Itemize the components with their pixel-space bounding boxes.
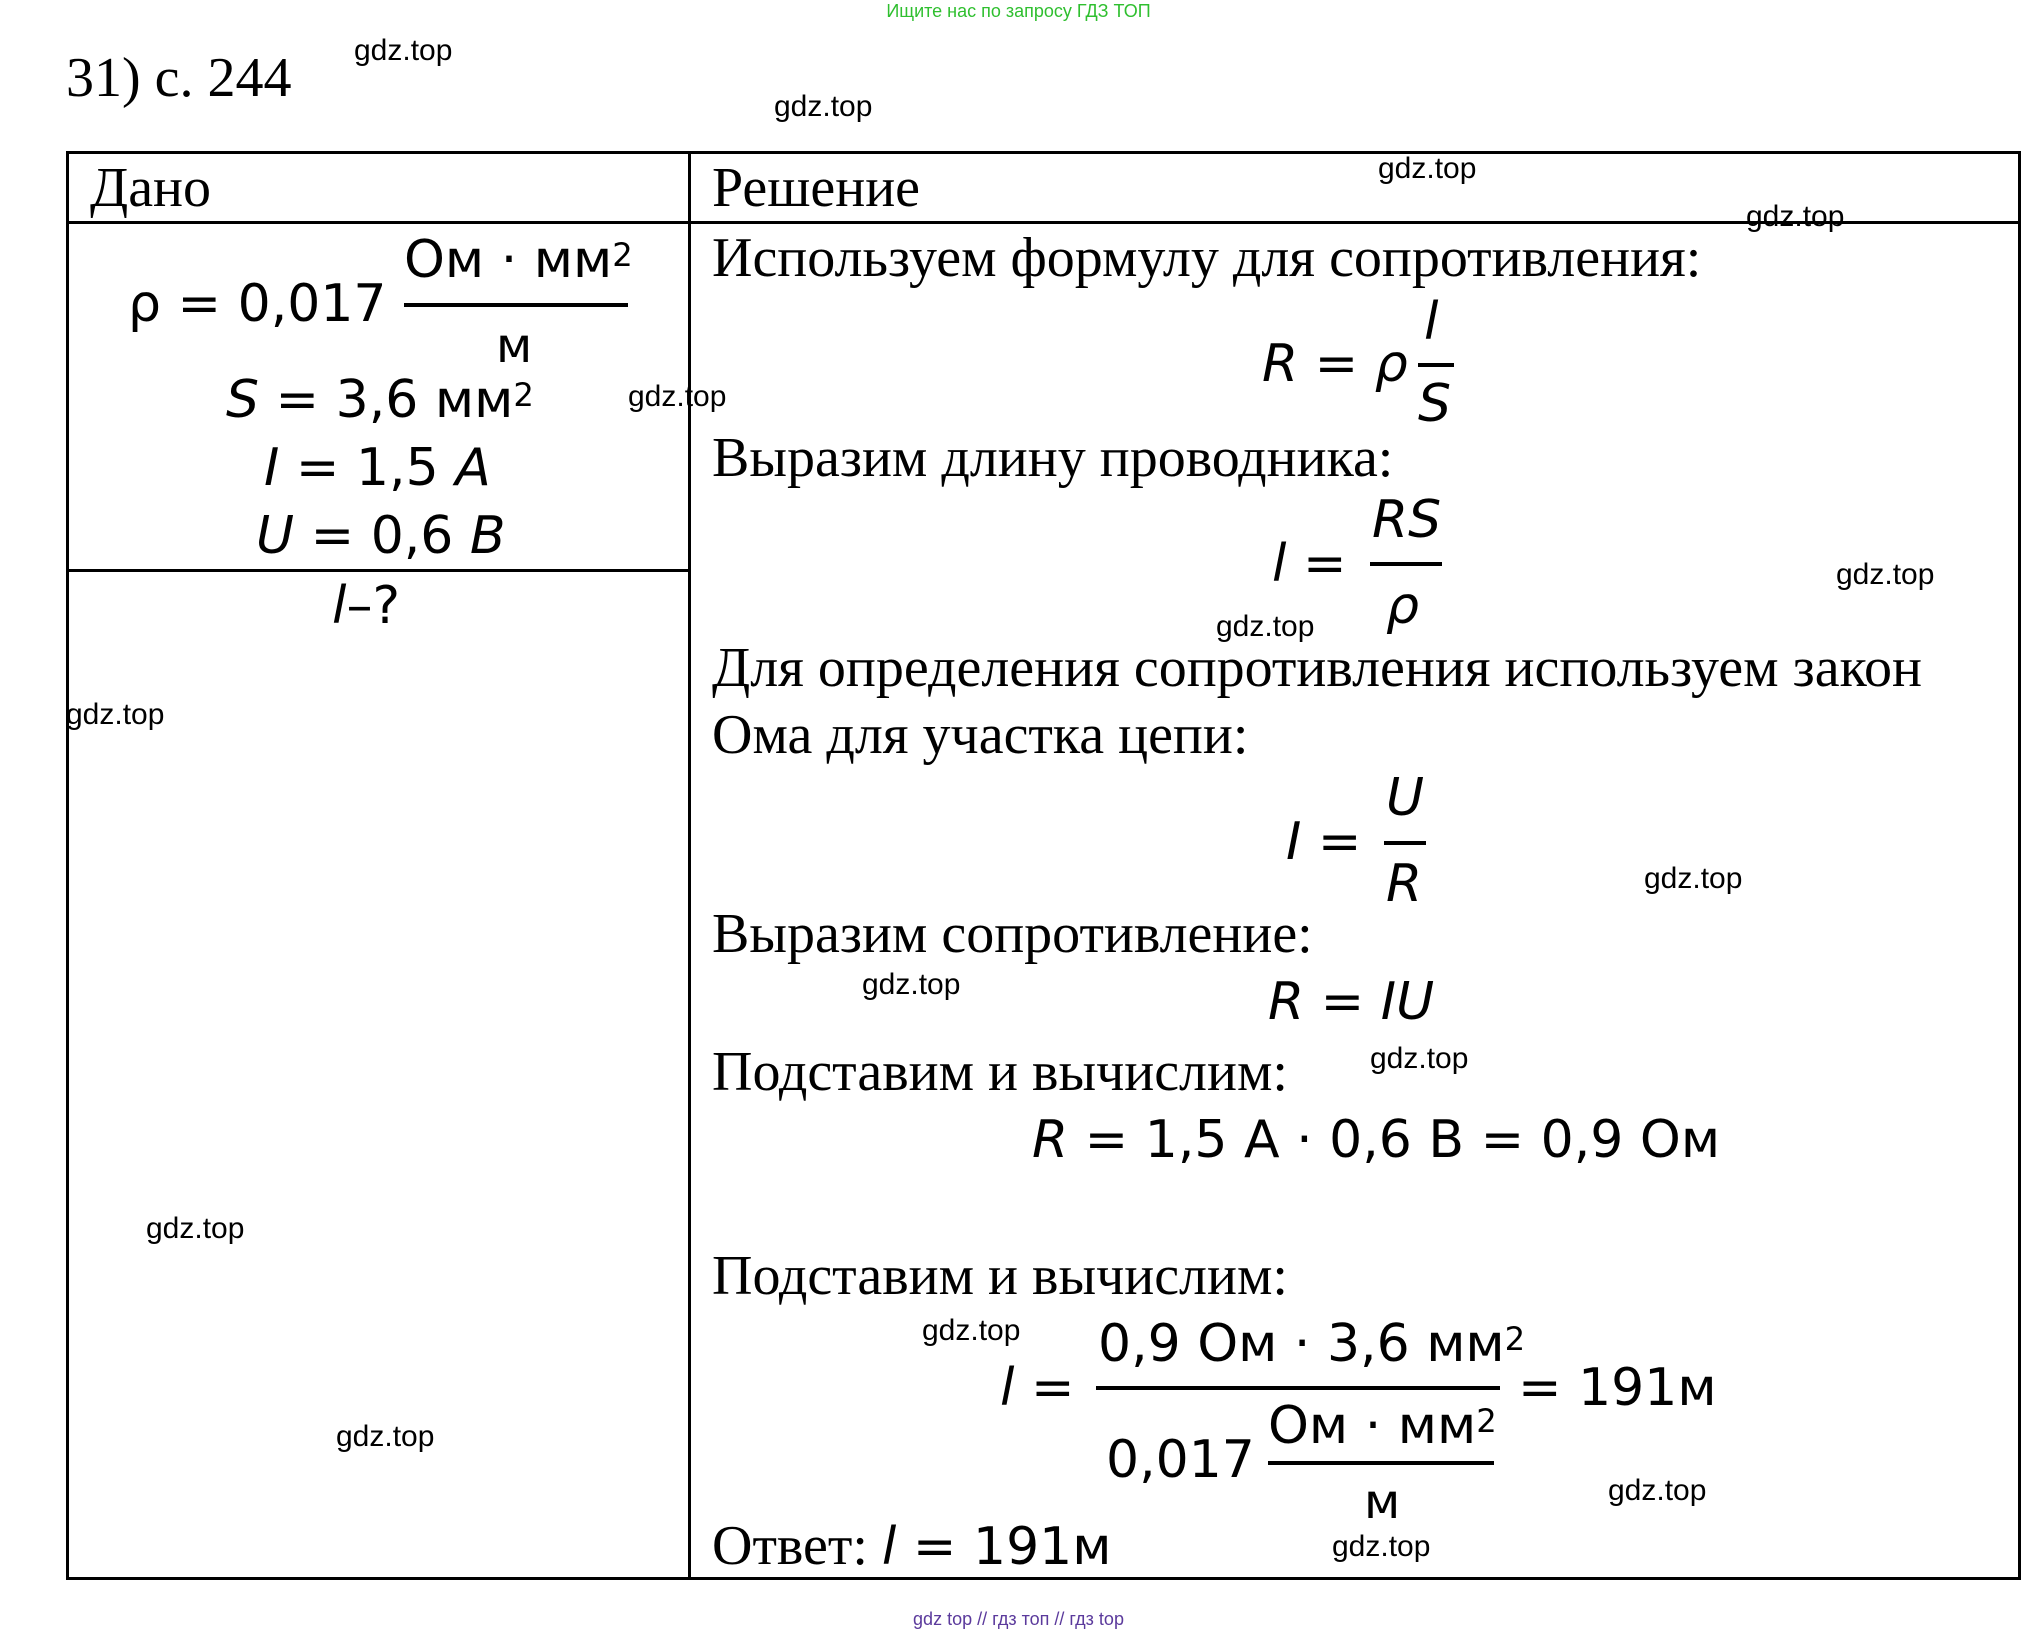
watermark: gdz.top [1746,200,1845,233]
solution-line-1: Используем формулу для сопротивления: [712,227,1702,289]
calc-length-den-unit-den: м [1364,1474,1401,1530]
bottom-banner: gdz top // гдз топ // гдз top [913,1609,1124,1629]
top-banner: Ищите нас по запросу ГДЗ ТОП [886,1,1151,21]
given-current-unit: A [455,438,491,498]
watermark: gdz.top [1332,1530,1431,1563]
given-header: Дано [90,157,212,219]
f6-den-sup: 2 [1476,1402,1497,1441]
formula-ohm-num [1386,768,1424,828]
formula-resistance-product [1268,972,1434,1032]
formula-resistance [1262,334,1408,394]
answer-value: = 191м [896,1517,1112,1577]
formula-ohm-lhs: I = [1286,812,1362,872]
f2-den-text: ρ [1386,576,1420,636]
formula-length-num [1372,490,1441,550]
watermark: gdz.top [336,1420,435,1453]
watermark: gdz.top [1836,558,1935,591]
calc-length-num [1098,1314,1525,1374]
calc-resistance-rest: = 1,5 А · 0,6 В = 0,9 Ом [1068,1110,1721,1170]
given-rho [128,274,387,334]
solution-line-2: Выразим длину проводника: [712,427,1394,489]
calc-resistance [1032,1110,1720,1170]
formula-resistance-den [1418,374,1451,434]
solution-line-6: Подставим и вычислим: [712,1041,1288,1103]
solution-header: Решение [712,157,921,219]
rho-unit-num-text: Ом · мм [404,230,613,290]
solution-line-4: Ома для участка цепи: [712,704,1249,766]
find-var: l [332,576,347,636]
watermark: gdz.top [1644,862,1743,895]
f6-num-text: 0,9 Ом · 3,6 мм [1098,1314,1505,1374]
formula-ohm-bar [1384,841,1426,845]
calc-length-den-coef: 0,017 [1106,1430,1255,1490]
page-reference: 31) с. 244 [66,47,292,109]
f2-num-text: RS [1372,490,1442,550]
watermark: gdz.top [1608,1474,1707,1507]
given-area-rhs: = 3,6 мм [275,370,514,430]
given-current [264,438,491,498]
watermark: gdz.top [628,380,727,413]
f6-lhs-text: l = [1000,1358,1075,1418]
given-current-var: I [264,438,280,498]
rho-unit-fraction-bar [404,303,628,307]
calc-length-lhs [1000,1358,1075,1418]
calc-length-den-bar [1268,1461,1494,1465]
formula-resistance-num [1424,292,1438,352]
formula-length-den [1386,576,1419,636]
watermark: gdz.top [922,1314,1021,1347]
given-rho-unit-denominator: м [496,318,533,374]
watermark: gdz.top [146,1212,245,1245]
given-voltage-var: U [256,506,295,566]
f6-num-sup: 2 [1504,1320,1526,1359]
calc-length-den-unit-num [1268,1396,1497,1456]
formula-ohm [1286,812,1361,872]
formula-length-bar [1370,562,1442,566]
rho-unit-sup: 2 [612,236,633,275]
watermark: gdz.top [66,698,165,731]
calc-length-main-bar [1096,1386,1500,1390]
given-area-var: S [226,370,260,430]
formula-resistance-lhs: R = ρ [1262,334,1408,394]
f3-den-text: R [1386,854,1423,914]
formula-length [1272,534,1347,594]
given-area [226,370,534,430]
f4-text: R = IU [1268,972,1435,1032]
formula-ohm-den [1386,854,1422,914]
watermark: gdz.top [354,34,453,67]
watermark: gdz.top [774,90,873,123]
f6-den-num-text: Ом · мм [1268,1396,1477,1456]
given-rho-lhs: ρ = 0,017 [128,274,387,334]
f1-den-text: S [1418,374,1452,434]
calc-length-rhs: = 191м [1518,1358,1717,1418]
formula-length-lhs: l = [1272,534,1347,594]
column-divider [688,151,691,1580]
header-divider [66,221,2021,224]
solution-line-5: Выразим сопротивление: [712,903,1313,965]
find-quantity [332,576,400,636]
watermark: gdz.top [1216,610,1315,643]
answer-var: l [881,1517,897,1577]
given-rho-unit-numerator [404,230,633,290]
solution-line-7: Подставим и вычислим: [712,1245,1288,1307]
given-voltage-eq: = 0,6 [310,506,454,566]
f1-num-text: l [1424,292,1439,352]
given-voltage [256,506,506,566]
watermark: gdz.top [862,968,961,1001]
solution-line-3: Для определения сопротивления используем закон [712,637,1922,699]
given-area-sup: 2 [513,376,534,415]
given-divider [66,569,691,572]
formula-resistance-bar [1418,363,1454,367]
answer [712,1514,1111,1578]
find-question: –? [346,576,401,636]
calc-resistance-var: R [1032,1110,1069,1170]
f3-num-text: U [1386,768,1425,828]
given-current-eq: = 1,5 [295,438,439,498]
watermark: gdz.top [1378,152,1477,185]
answer-label: Ответ: [712,1515,868,1577]
given-voltage-unit: B [469,506,506,566]
watermark: gdz.top [1370,1042,1469,1075]
